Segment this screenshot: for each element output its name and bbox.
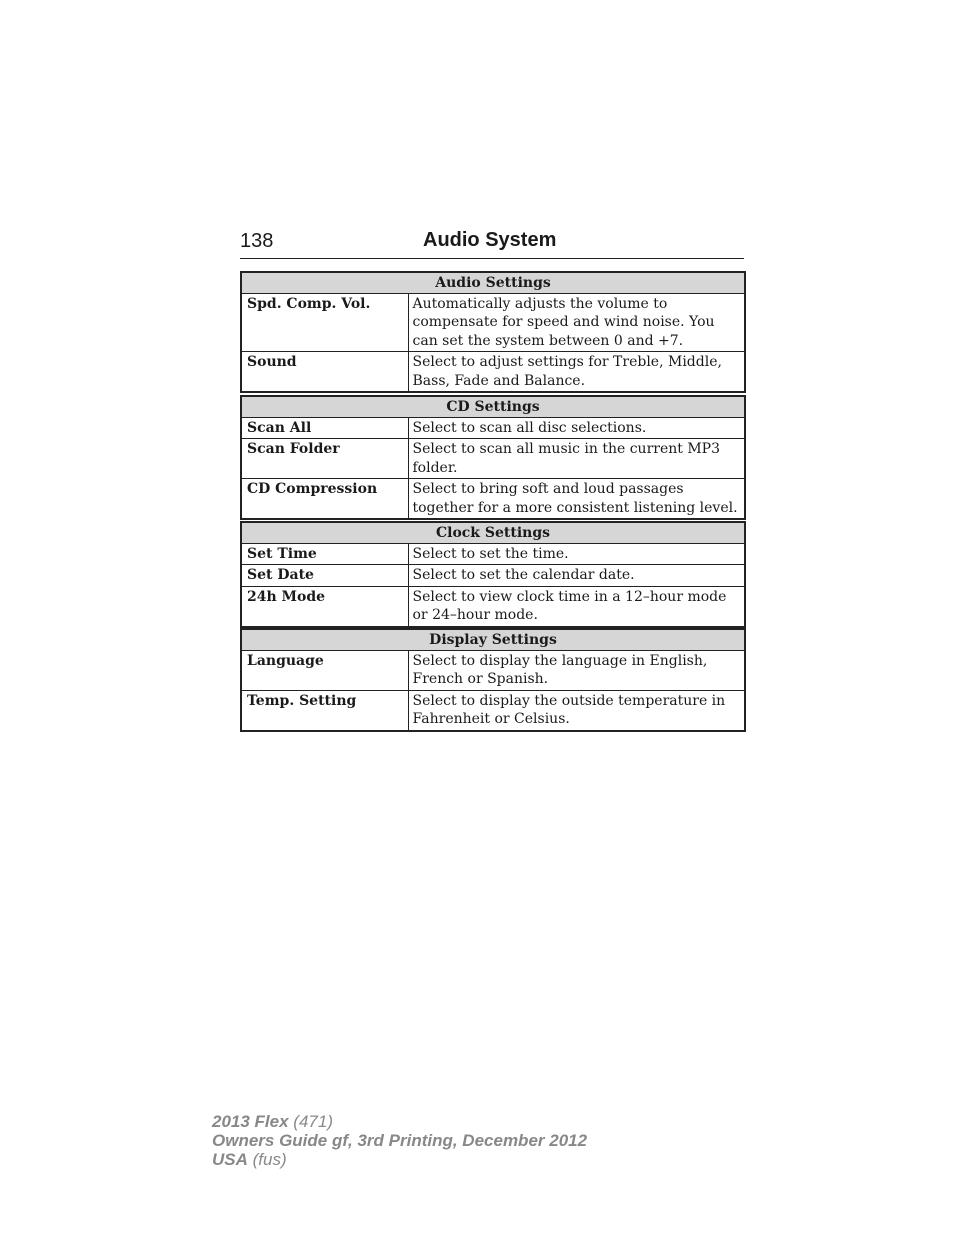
page-title: Audio System	[423, 229, 557, 251]
table-heading: Clock Settings	[241, 522, 745, 543]
cd-settings-table	[240, 395, 746, 520]
footer-printing: Owners Guide gf, 3rd Printing, December 2012	[212, 1131, 588, 1150]
setting-description: Select to display the language in English, French or Spanish.	[408, 650, 745, 690]
setting-term: Spd. Comp. Vol.	[241, 293, 408, 352]
table-heading-row	[241, 522, 745, 543]
table-row	[241, 650, 745, 690]
table-row	[241, 439, 745, 479]
footer-line-market	[212, 1150, 587, 1169]
table-heading-row	[241, 396, 745, 417]
setting-description: Automatically adjusts the volume to compensate for speed and wind noise. You can set the system between 0 and +7.	[408, 293, 745, 352]
setting-term: Language	[241, 650, 408, 690]
setting-description: Select to adjust settings for Treble, Middle, Bass, Fade and Balance.	[408, 352, 745, 393]
footer-line-model	[212, 1112, 587, 1131]
footer-model-code: (471)	[293, 1112, 333, 1131]
audio-settings-table	[240, 271, 746, 393]
table-row	[241, 543, 745, 565]
setting-term: Scan Folder	[241, 439, 408, 479]
document-footer	[212, 1112, 587, 1169]
setting-description: Select to scan all disc selections.	[408, 417, 745, 439]
setting-term: Sound	[241, 352, 408, 393]
table-heading: Display Settings	[241, 629, 745, 650]
table-row	[241, 417, 745, 439]
page-number: 138	[240, 230, 274, 252]
table-row	[241, 565, 745, 587]
setting-term: Temp. Setting	[241, 690, 408, 731]
table-heading: Audio Settings	[241, 272, 745, 293]
table-heading-row	[241, 629, 745, 650]
setting-description: Select to bring soft and loud passages together for a more consistent listening level.	[408, 479, 745, 520]
setting-description: Select to view clock time in a 12–hour mode or 24–hour mode.	[408, 586, 745, 627]
table-row	[241, 352, 745, 393]
table-row	[241, 479, 745, 520]
setting-term: Set Date	[241, 565, 408, 587]
clock-settings-table	[240, 521, 746, 628]
setting-term: Scan All	[241, 417, 408, 439]
setting-term: 24h Mode	[241, 586, 408, 627]
footer-market-code: (fus)	[252, 1150, 287, 1169]
footer-market: USA	[212, 1150, 248, 1169]
setting-description: Select to set the time.	[408, 543, 745, 565]
setting-term: CD Compression	[241, 479, 408, 520]
footer-model: 2013 Flex	[212, 1112, 289, 1131]
setting-description: Select to display the outside temperature in Fahrenheit or Celsius.	[408, 690, 745, 731]
table-row	[241, 586, 745, 627]
table-row	[241, 690, 745, 731]
setting-description: Select to scan all music in the current MP3 folder.	[408, 439, 745, 479]
table-heading-row	[241, 272, 745, 293]
setting-description: Select to set the calendar date.	[408, 565, 745, 587]
table-row	[241, 293, 745, 352]
display-settings-table	[240, 628, 746, 732]
table-heading: CD Settings	[241, 396, 745, 417]
setting-term: Set Time	[241, 543, 408, 565]
page-header	[240, 228, 744, 259]
